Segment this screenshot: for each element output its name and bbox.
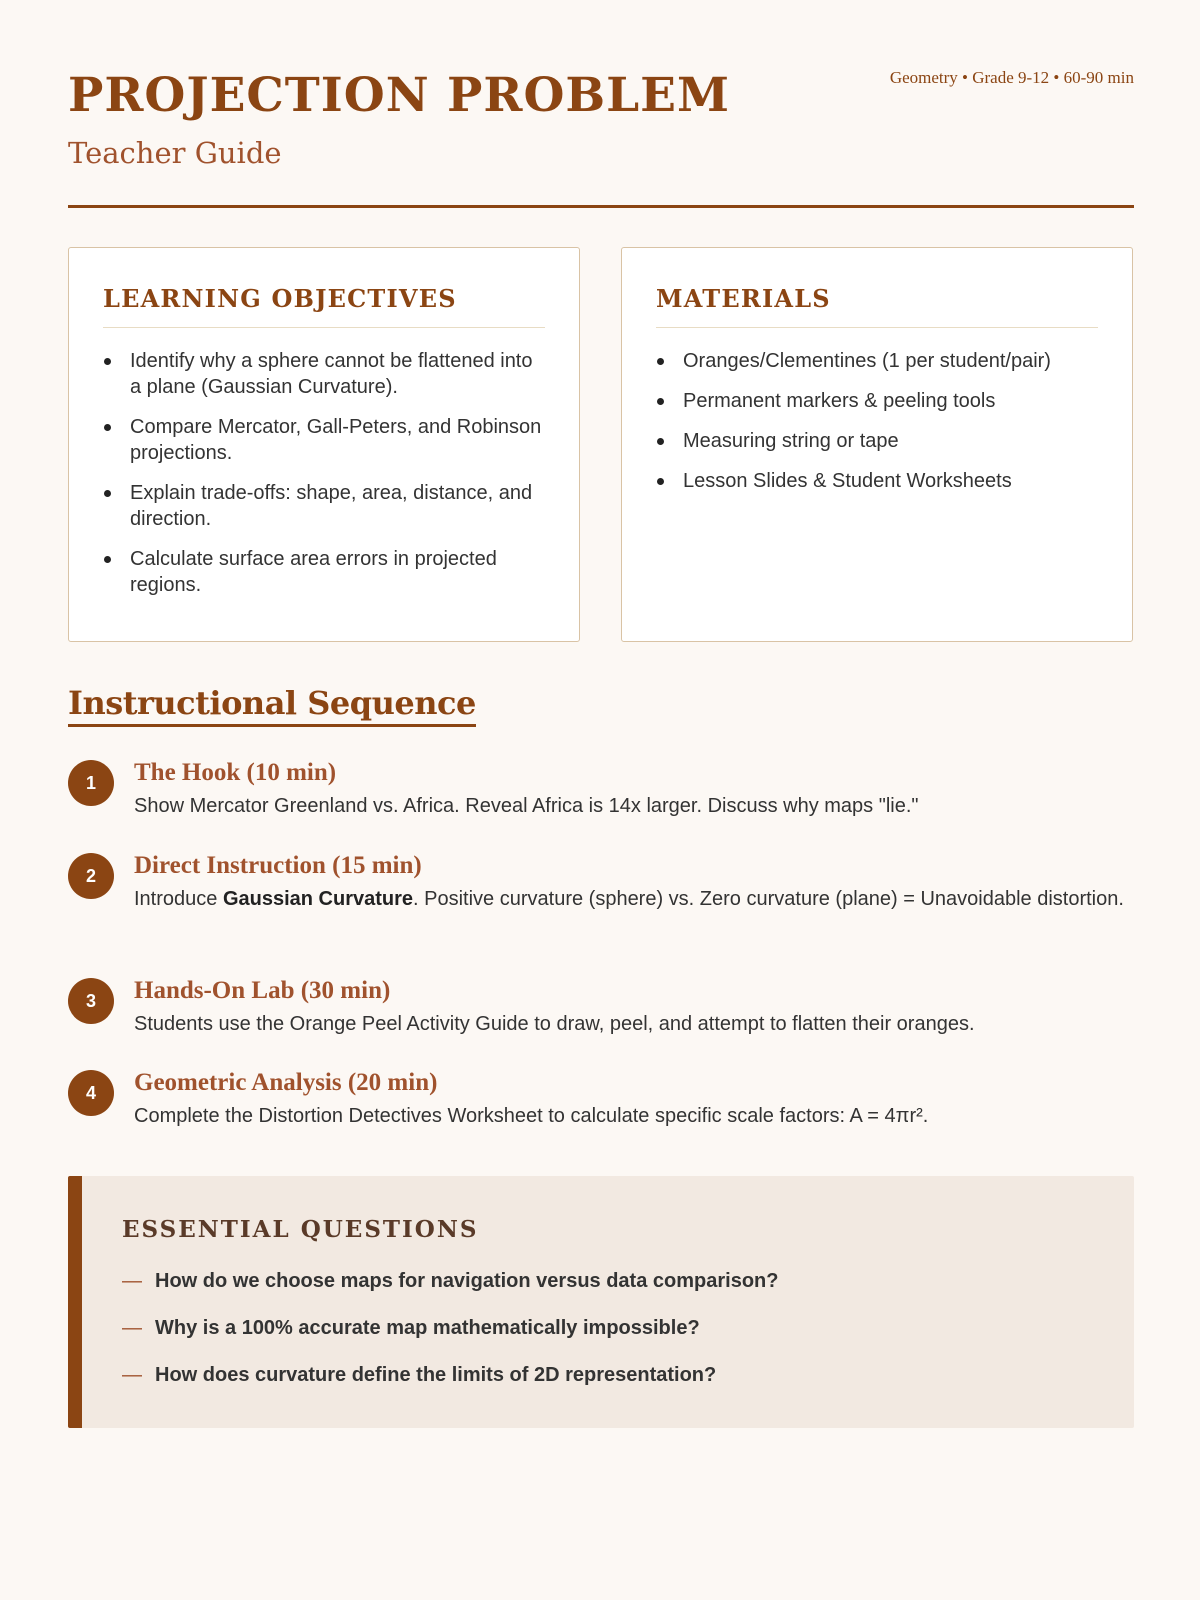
step-title: The Hook (10 min) (134, 759, 337, 786)
step-title: Direct Instruction (15 min) (134, 852, 422, 879)
step-title: Geometric Analysis (20 min) (134, 1069, 438, 1096)
step-description: Show Mercator Greenland vs. Africa. Reveal Africa is 14x larger. Discuss why maps "lie." (134, 795, 919, 817)
learning-objectives-heading: LEARNING OBJECTIVES (103, 284, 545, 328)
step-number-badge: 4 (68, 1070, 114, 1116)
material-item: Oranges/Clementines (1 per student/pair) (656, 348, 1098, 374)
sequence-step-3 (68, 976, 1134, 1040)
objective-item: Calculate surface area errors in projected regions. (103, 546, 545, 598)
essential-questions-callout (68, 1176, 1134, 1428)
materials-card (621, 247, 1133, 642)
step-title: Hands-On Lab (30 min) (134, 977, 391, 1004)
step-description: Complete the Distortion Detectives Worksheet to calculate specific scale factors: A = 4πr². (134, 1105, 929, 1127)
essential-questions-heading: ESSENTIAL QUESTIONS (122, 1216, 479, 1243)
key-term-gaussian-curvature: Gaussian Curvature (222, 888, 414, 910)
step-description-text: Introduce (134, 888, 223, 910)
step-number-badge: 1 (68, 760, 114, 806)
essential-question-item: — How do we choose maps for navigation versus data comparison? (122, 1269, 1134, 1293)
sequence-step-4 (68, 1068, 1134, 1132)
teacher-guide-page (68, 0, 1134, 1600)
step-description: Students use the Orange Peel Activity Guide to draw, peel, and attempt to flatten their oranges. (134, 1013, 975, 1035)
essential-questions-list (122, 1269, 1134, 1387)
materials-heading: MATERIALS (656, 284, 1098, 328)
material-item: Lesson Slides & Student Worksheets (656, 468, 1098, 494)
step-description-text: . Positive curvature (sphere) vs. Zero curvature (plane) = Unavoidable distortion. (413, 888, 1124, 910)
page-subtitle: Teacher Guide (68, 136, 282, 170)
objective-item: Identify why a sphere cannot be flattened into a plane (Gaussian Curvature). (103, 348, 545, 400)
essential-question-item: — How does curvature define the limits of 2D representation? (122, 1363, 1134, 1387)
page-title: PROJECTION PROBLEM (68, 68, 731, 123)
lesson-meta: Geometry • Grade 9-12 • 60-90 min (889, 68, 1134, 87)
objective-item: Explain trade-offs: shape, area, distance, and direction. (103, 480, 545, 532)
materials-list (656, 348, 1098, 494)
material-item: Measuring string or tape (656, 428, 1098, 454)
instructional-sequence-heading: Instructional Sequence (68, 684, 476, 727)
step-number-badge: 3 (68, 978, 114, 1024)
page-header (68, 0, 1134, 208)
sequence-step-1 (68, 758, 1134, 822)
step-number-badge: 2 (68, 853, 114, 899)
objective-item: Compare Mercator, Gall-Peters, and Robinson projections. (103, 414, 545, 466)
sequence-step-2 (68, 851, 1134, 915)
step-description (134, 883, 1134, 915)
learning-objectives-card (68, 247, 580, 642)
material-item: Permanent markers & peeling tools (656, 388, 1098, 414)
essential-question-item: — Why is a 100% accurate map mathematically impossible? (122, 1316, 1134, 1340)
learning-objectives-list (103, 348, 545, 598)
